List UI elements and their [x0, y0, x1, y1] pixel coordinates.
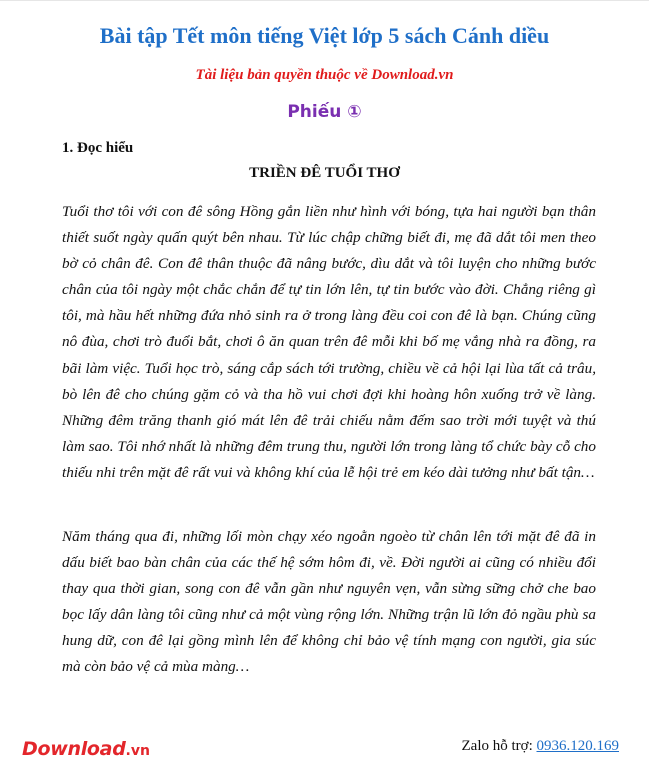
support-label: Zalo hỗ trợ:	[461, 738, 537, 754]
copyright-notice: Tài liệu bản quyền thuộc về Download.vn	[195, 67, 454, 83]
section-heading: 1. Đọc hiểu	[62, 140, 134, 156]
download-logo	[22, 738, 150, 760]
story-title: TRIỀN ĐÊ TUỔI THƠ	[249, 165, 400, 181]
story-paragraph-1: Tuổi thơ tôi với con đê sông Hồng gắn liền như hình với bóng, tựa hai người bạn thân thiết suốt ngày quấn quýt bên nhau. Từ lúc chập chững biết đi, mẹ đã dắt tôi men theo bờ cỏ chân đê. Con đê thân thuộc đã nâng bước, dìu dắt và tôi luyện cho những bước chân của tôi ngày một chắc chắn để tự tin lớn lên, tự tin bước vào đời. Chẳng riêng gì tôi, mà hầu hết những đứa nhỏ sinh ra ở trong làng đều coi con đê là bạn. Chúng cũng nô đùa, chơi trò đuổi bắt, chơi ô ăn quan trên đê mỗi khi bố mẹ vắng nhà ra đồng, ra bãi làm việc. Tuổi học trò, sáng cắp sách tới trường, chiều về cả hội lại lùa tất cả trâu, bò lên đê cho chúng gặm cỏ và tha hồ vui chơi đợi khi hoàng hôn xuống trở về làng. Những đêm trăng thanh gió mát lên đê trải chiếu nằm đếm sao trời mới tuyệt và thú làm sao. Tôi nhớ nhất là những đêm trung thu, người lớn trong làng tổ chức bày cỗ cho thiếu nhi trên mặt đê rất vui và không khí của lễ hội trẻ em kéo dài tưởng như bất tận…	[62, 203, 596, 481]
logo-suffix-text: .vn	[125, 743, 150, 759]
sheet-label: Phiếu ①	[287, 102, 362, 122]
logo-main-text: Download	[22, 738, 126, 760]
document-title: Bài tập Tết môn tiếng Việt lớp 5 sách Cánh diều	[99, 23, 550, 48]
support-contact	[462, 738, 620, 755]
story-paragraph-2: Năm tháng qua đi, những lối mòn chạy xéo ngoằn ngoèo từ chân lên tới mặt đê đã in dấu biết bao bàn chân của các thế hệ sớm hôm đi, về. Đời người ai cũng có nhiều đổi thay qua thời gian, song con đê vẫn gần như nguyên vẹn, vẫn sừng sững chở che bao bọc lấy dân làng tôi cũng như cả một vùng rộng lớn. Những trận lũ lớn đỏ ngầu phù sa hung dữ, con đê lại gồng mình lên để không chỉ bảo vệ tính mạng con người, gia súc mà còn bảo vệ cả mùa màng…	[62, 528, 596, 676]
support-phone-link[interactable]: 0936.120.169	[536, 738, 619, 754]
